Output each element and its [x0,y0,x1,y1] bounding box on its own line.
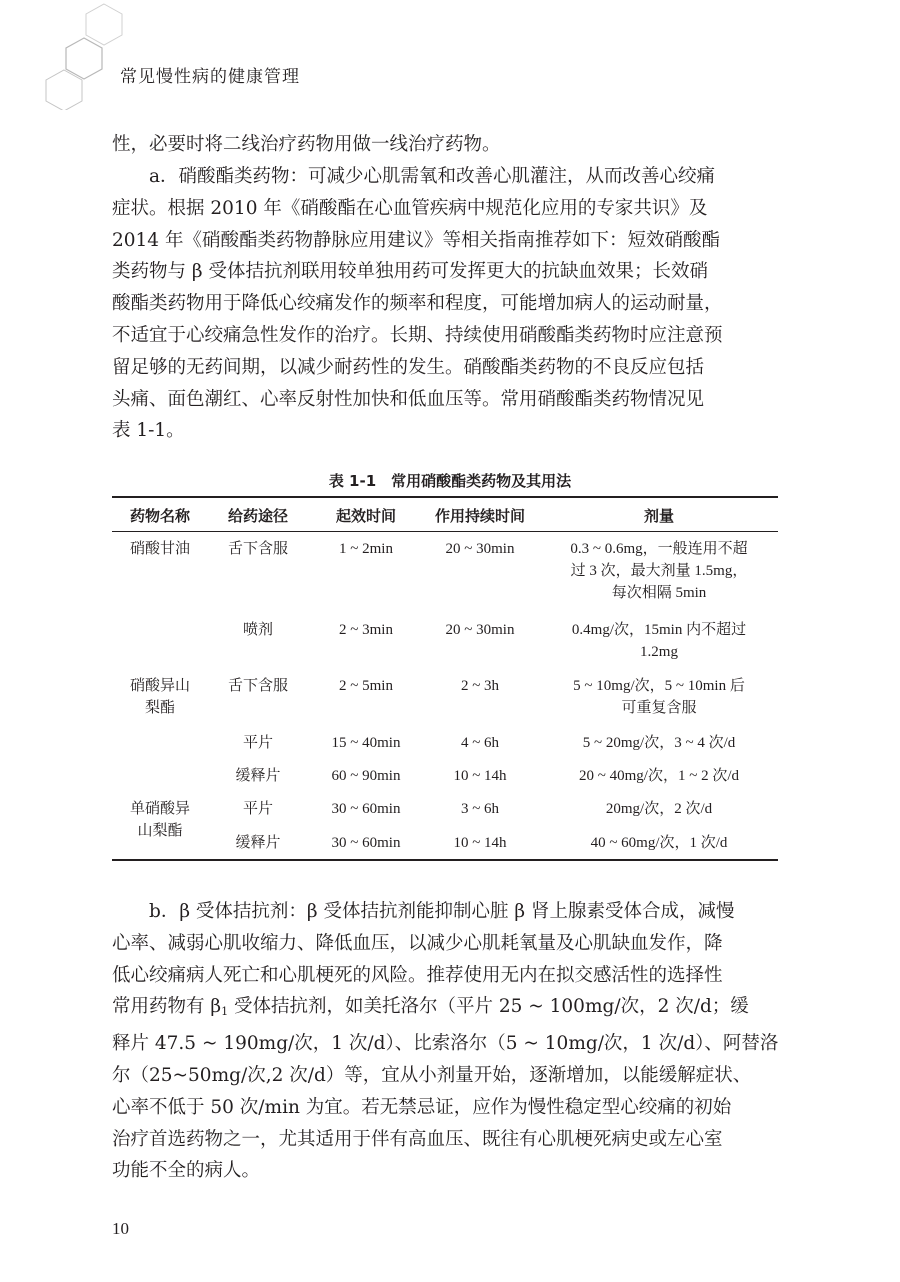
text-line: 性，必要时将二线治疗药物用做一线治疗药物。 [112,134,501,155]
dose-line: 0.3 ~ 0.6mg，一般连用不超 [570,541,748,557]
paragraph-beta-blockers [112,896,780,1187]
table-cell-drug [112,798,208,842]
table-cell-dose: 20mg/次，2 次/d [605,801,713,817]
table-cell-duration: 4 ~ 6h [460,735,500,751]
table-cell-duration: 3 ~ 6h [460,801,500,817]
table-header-rule [112,531,778,532]
table-header-drug: 药物名称 [129,507,190,525]
table-cell-drug [112,675,208,719]
table-cell-onset: 1 ~ 2min [339,541,393,557]
table-cell-dose [540,675,778,719]
dose-line: 过 3 次，最大剂量 1.5mg， [570,563,748,579]
table-cell-onset: 2 ~ 3min [339,622,393,638]
table-header-onset: 起效时间 [335,507,396,525]
text-line [112,991,780,1028]
text-line: 心率、减弱心肌收缩力、降低血压，以减少心肌耗氧量及心肌缺血发作，降 [112,932,723,954]
table-cell-dose [540,538,778,604]
paragraph-nitrates [112,161,780,447]
table-cell-onset: 30 ~ 60min [331,801,401,817]
paragraph-continuation [112,129,780,161]
text-fragment: 常用药物有 β [112,996,222,1018]
table-top-rule [112,496,778,498]
table-header-duration: 作用持续时间 [434,507,525,525]
table-cell-duration: 2 ~ 3h [460,678,500,694]
text-fragment: 受体拮抗剂，如美托洛尔（平片 25 ~ 100mg/次，2 次/d；缓 [228,996,749,1018]
text-line: 2014 年《硝酸酯类药物静脉应用建议》等相关指南推荐如下：短效硝酸酯 [112,229,720,251]
table-cell-onset: 15 ~ 40min [331,735,401,751]
table-cell-route: 平片 [242,735,273,751]
table-cell-drug: 硝酸甘油 [129,541,190,557]
table-cell-route: 缓释片 [235,768,281,784]
table-cell-route: 喷剂 [242,622,273,638]
table-cell-dose [540,619,778,663]
table-cell-dose: 5 ~ 20mg/次，3 ~ 4 次/d [582,735,736,751]
subscript: 1 [221,1005,229,1019]
table-cell-duration: 10 ~ 14h [453,768,507,784]
drug-line: 梨酯 [144,700,175,716]
table-cell-duration: 20 ~ 30min [445,622,515,638]
table-caption: 表 1-1 常用硝酸酯类药物及其用法 [328,472,572,490]
table-cell-dose: 20 ~ 40mg/次，1 ~ 2 次/d [579,768,739,784]
text-line: 留足够的无药间期，以减少耐药性的发生。硝酸酯类药物的不良反应包括 [112,356,705,378]
text-line: 释片 47.5 ~ 190mg/次，1 次/d）、比索洛尔（5 ~ 10mg/次，1 次/d）、阿替洛 [112,1033,779,1055]
drug-line: 山梨酯 [137,823,183,839]
text-line: b．β 受体拮抗剂：β 受体拮抗剂能抑制心脏 β 肾上腺素受体合成，减慢 [149,901,735,922]
text-line: 头痛、面色潮红、心率反射性加快和低血压等。常用硝酸酯类药物情况见 [112,388,705,410]
text-line: 症状。根据 2010 年《硝酸酯在心血管疾病中规范化应用的专家共识》及 [112,197,708,219]
table-header-route: 给药途径 [227,507,288,525]
dose-line: 1.2mg [640,644,678,660]
table-cell-route: 舌下含服 [227,678,288,694]
dose-line: 0.4mg/次，15min 内不超过 [571,622,747,638]
text-line: 尔（25~50mg/次,2 次/d）等，宜从小剂量开始，逐渐增加，以能缓解症状、 [112,1064,752,1086]
dose-line: 每次相隔 5min [611,585,707,601]
text-line: a．硝酸酯类药物：可减少心肌需氧和改善心肌灌注，从而改善心绞痛 [149,166,716,187]
table-cell-route: 缓释片 [235,835,281,851]
table-bottom-rule [112,859,778,861]
running-header: 常见慢性病的健康管理 [120,67,300,87]
text-line: 表 1-1。 [112,420,185,442]
dose-line: 可重复含服 [621,700,697,716]
table-header-dose: 剂量 [643,507,674,525]
hexagon-decoration-icon [0,0,130,110]
text-line: 心率不低于 50 次/min 为宜。若无禁忌证，应作为慢性稳定型心绞痛的初始 [112,1096,732,1118]
drug-line: 单硝酸异 [129,801,190,817]
text-line: 功能不全的病人。 [112,1160,261,1182]
table-cell-onset: 60 ~ 90min [331,768,401,784]
text-line: 低心绞痛病人死亡和心肌梗死的风险。推荐使用无内在拟交感活性的选择性 [112,964,723,986]
page-number: 10 [112,1219,129,1238]
text-line: 治疗首选药物之一，尤其适用于伴有高血压、既往有心肌梗死病史或左心室 [112,1128,723,1150]
table-cell-onset: 30 ~ 60min [331,835,401,851]
table-cell-dose: 40 ~ 60mg/次，1 次/d [590,835,728,851]
table-cell-duration: 10 ~ 14h [453,835,507,851]
table-cell-onset: 2 ~ 5min [339,678,393,694]
dose-line: 5 ~ 10mg/次，5 ~ 10min 后 [573,678,745,694]
text-line: 酸酯类药物用于降低心绞痛发作的频率和程度，可能增加病人的运动耐量， [112,293,723,315]
text-line: 不适宜于心绞痛急性发作的治疗。长期、持续使用硝酸酯类药物时应注意预 [112,324,723,346]
table-cell-route: 舌下含服 [227,541,288,557]
text-line: 类药物与 β 受体拮抗剂联用较单独用药可发挥更大的抗缺血效果；长效硝 [112,261,708,283]
table-cell-route: 平片 [242,801,273,817]
table-cell-duration: 20 ~ 30min [445,541,515,557]
drug-line: 硝酸异山 [129,678,190,694]
